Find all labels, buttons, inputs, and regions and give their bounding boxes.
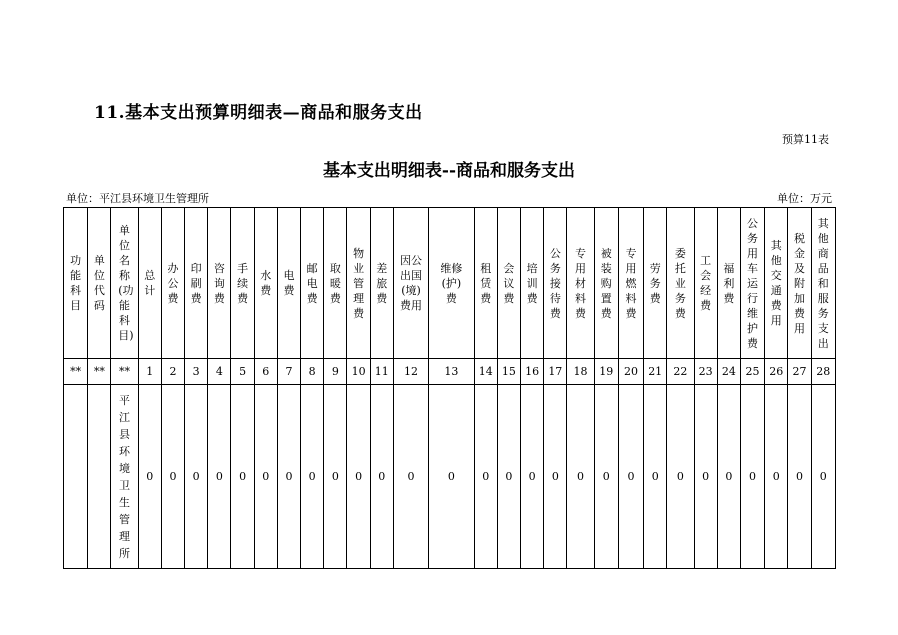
column-header [324, 208, 347, 359]
column-header-label: 被装购置费 [600, 246, 612, 320]
header-row [64, 208, 836, 359]
column-number: 22 [667, 359, 694, 385]
column-number: 11 [370, 359, 393, 385]
table-cell: 0 [644, 385, 667, 569]
column-header-label: 功能科目 [70, 254, 82, 312]
column-header-label: 福利费 [723, 261, 735, 305]
column-header-label: 维修(护)费 [440, 261, 463, 305]
table-cell: 0 [497, 385, 520, 569]
column-number: 21 [644, 359, 667, 385]
column-number: 2 [161, 359, 184, 385]
table-cell: 0 [324, 385, 347, 569]
table-cell: 0 [567, 385, 594, 569]
column-number: 10 [347, 359, 370, 385]
table-cell: 0 [301, 385, 324, 569]
column-header-label: 专用燃料费 [625, 246, 637, 320]
column-number: 9 [324, 359, 347, 385]
column-header-label: 其他商品和服务支出 [817, 216, 829, 350]
column-header-label: 会议费 [503, 261, 515, 305]
column-header-label: 租赁费 [480, 261, 492, 305]
column-header-label: 单位名称(功能科目) [118, 224, 134, 342]
column-number: 27 [788, 359, 811, 385]
column-header-label: 公务用车运行维护费 [747, 216, 759, 350]
table-cell [88, 385, 111, 569]
column-header [64, 208, 88, 359]
column-header-label: 电费 [283, 269, 295, 297]
column-header [277, 208, 300, 359]
main-title: 基本支出明细表--商品和服务支出 [322, 161, 576, 181]
column-header-label: 税金及附加费用 [793, 231, 805, 335]
column-header-label: 培训费 [526, 261, 538, 305]
table-cell: 0 [370, 385, 393, 569]
table-cell: 0 [521, 385, 544, 569]
column-header-label: 取暖费 [329, 261, 341, 305]
column-header [231, 208, 254, 359]
column-number: 20 [618, 359, 643, 385]
column-header [740, 208, 764, 359]
column-header-label: 因公出国(境)费用 [400, 254, 423, 312]
column-header-label: 手续费 [237, 261, 249, 305]
column-header [521, 208, 544, 359]
column-header [185, 208, 208, 359]
column-header [644, 208, 667, 359]
unit-name: 单位：平江县环境卫生管理所 [66, 192, 209, 205]
column-number: 28 [811, 359, 835, 385]
column-number: 13 [429, 359, 474, 385]
budget-table [63, 207, 836, 569]
table-cell: 0 [208, 385, 231, 569]
form-number: 预算11表 [782, 133, 829, 146]
table-cell: 0 [788, 385, 811, 569]
column-header [111, 208, 138, 359]
column-header-label: 邮电费 [306, 261, 318, 305]
table-cell: 0 [347, 385, 370, 569]
column-header-label: 劳务费 [649, 261, 661, 305]
column-number: ** [64, 359, 88, 385]
column-number: 19 [594, 359, 618, 385]
column-header-label: 其他交通费用 [770, 239, 782, 327]
column-header-label: 水费 [260, 269, 272, 297]
table-cell: 0 [277, 385, 300, 569]
column-number: 15 [497, 359, 520, 385]
column-number: 26 [765, 359, 788, 385]
column-number: 14 [474, 359, 497, 385]
table-cell: 0 [618, 385, 643, 569]
column-header [811, 208, 835, 359]
column-header [544, 208, 567, 359]
column-number: 12 [393, 359, 428, 385]
column-number: 25 [740, 359, 764, 385]
column-header-label: 工会经费 [700, 254, 712, 312]
column-header-label: 总计 [144, 269, 156, 297]
table-row [64, 385, 836, 569]
column-header [161, 208, 184, 359]
table-cell: 0 [594, 385, 618, 569]
column-header [370, 208, 393, 359]
column-header-label: 单位代码 [93, 254, 105, 312]
column-header [594, 208, 618, 359]
column-header [788, 208, 811, 359]
table-cell: 0 [694, 385, 717, 569]
column-header [301, 208, 324, 359]
column-number: 24 [717, 359, 740, 385]
column-header [497, 208, 520, 359]
column-header [429, 208, 474, 359]
column-header-label: 差旅费 [376, 261, 388, 305]
column-number: 17 [544, 359, 567, 385]
column-header-label: 咨询费 [213, 261, 225, 305]
column-number: ** [88, 359, 111, 385]
column-number: 6 [254, 359, 277, 385]
column-number: 1 [138, 359, 161, 385]
column-header [567, 208, 594, 359]
column-number: 3 [185, 359, 208, 385]
column-header [254, 208, 277, 359]
table-cell: 0 [393, 385, 428, 569]
column-header-label: 印刷费 [190, 261, 202, 305]
column-number: 23 [694, 359, 717, 385]
column-header [474, 208, 497, 359]
column-number: 7 [277, 359, 300, 385]
table-cell: 0 [765, 385, 788, 569]
column-number: 8 [301, 359, 324, 385]
table-cell [64, 385, 88, 569]
column-header-label: 物业管理费 [353, 246, 365, 320]
table-cell: 0 [185, 385, 208, 569]
unit-name-label: 平江县环境卫生管理所 [119, 393, 131, 560]
table-cell: 0 [254, 385, 277, 569]
table-cell: 0 [717, 385, 740, 569]
currency-unit: 单位：万元 [777, 192, 832, 205]
column-number: 5 [231, 359, 254, 385]
column-header [618, 208, 643, 359]
column-number-row [64, 359, 836, 385]
column-header [138, 208, 161, 359]
column-header [88, 208, 111, 359]
table-cell: 0 [667, 385, 694, 569]
column-header [765, 208, 788, 359]
column-number: 16 [521, 359, 544, 385]
column-header-label: 办公费 [167, 261, 179, 305]
column-number: ** [111, 359, 138, 385]
column-number: 4 [208, 359, 231, 385]
table-cell: 0 [231, 385, 254, 569]
column-header [694, 208, 717, 359]
table-cell: 0 [740, 385, 764, 569]
column-header [667, 208, 694, 359]
column-header [393, 208, 428, 359]
unit-name-cell [111, 385, 138, 569]
table-cell: 0 [544, 385, 567, 569]
table-cell: 0 [429, 385, 474, 569]
column-header [717, 208, 740, 359]
section-title: 11.基本支出预算明细表—商品和服务支出 [94, 103, 423, 123]
table-cell: 0 [811, 385, 835, 569]
column-header-label: 专用材料费 [575, 246, 587, 320]
column-header [347, 208, 370, 359]
table-cell: 0 [474, 385, 497, 569]
column-header-label: 委托业务费 [674, 246, 686, 320]
table-cell: 0 [161, 385, 184, 569]
column-header [208, 208, 231, 359]
column-number: 18 [567, 359, 594, 385]
column-header-label: 公务接待费 [549, 246, 561, 320]
table-cell: 0 [138, 385, 161, 569]
